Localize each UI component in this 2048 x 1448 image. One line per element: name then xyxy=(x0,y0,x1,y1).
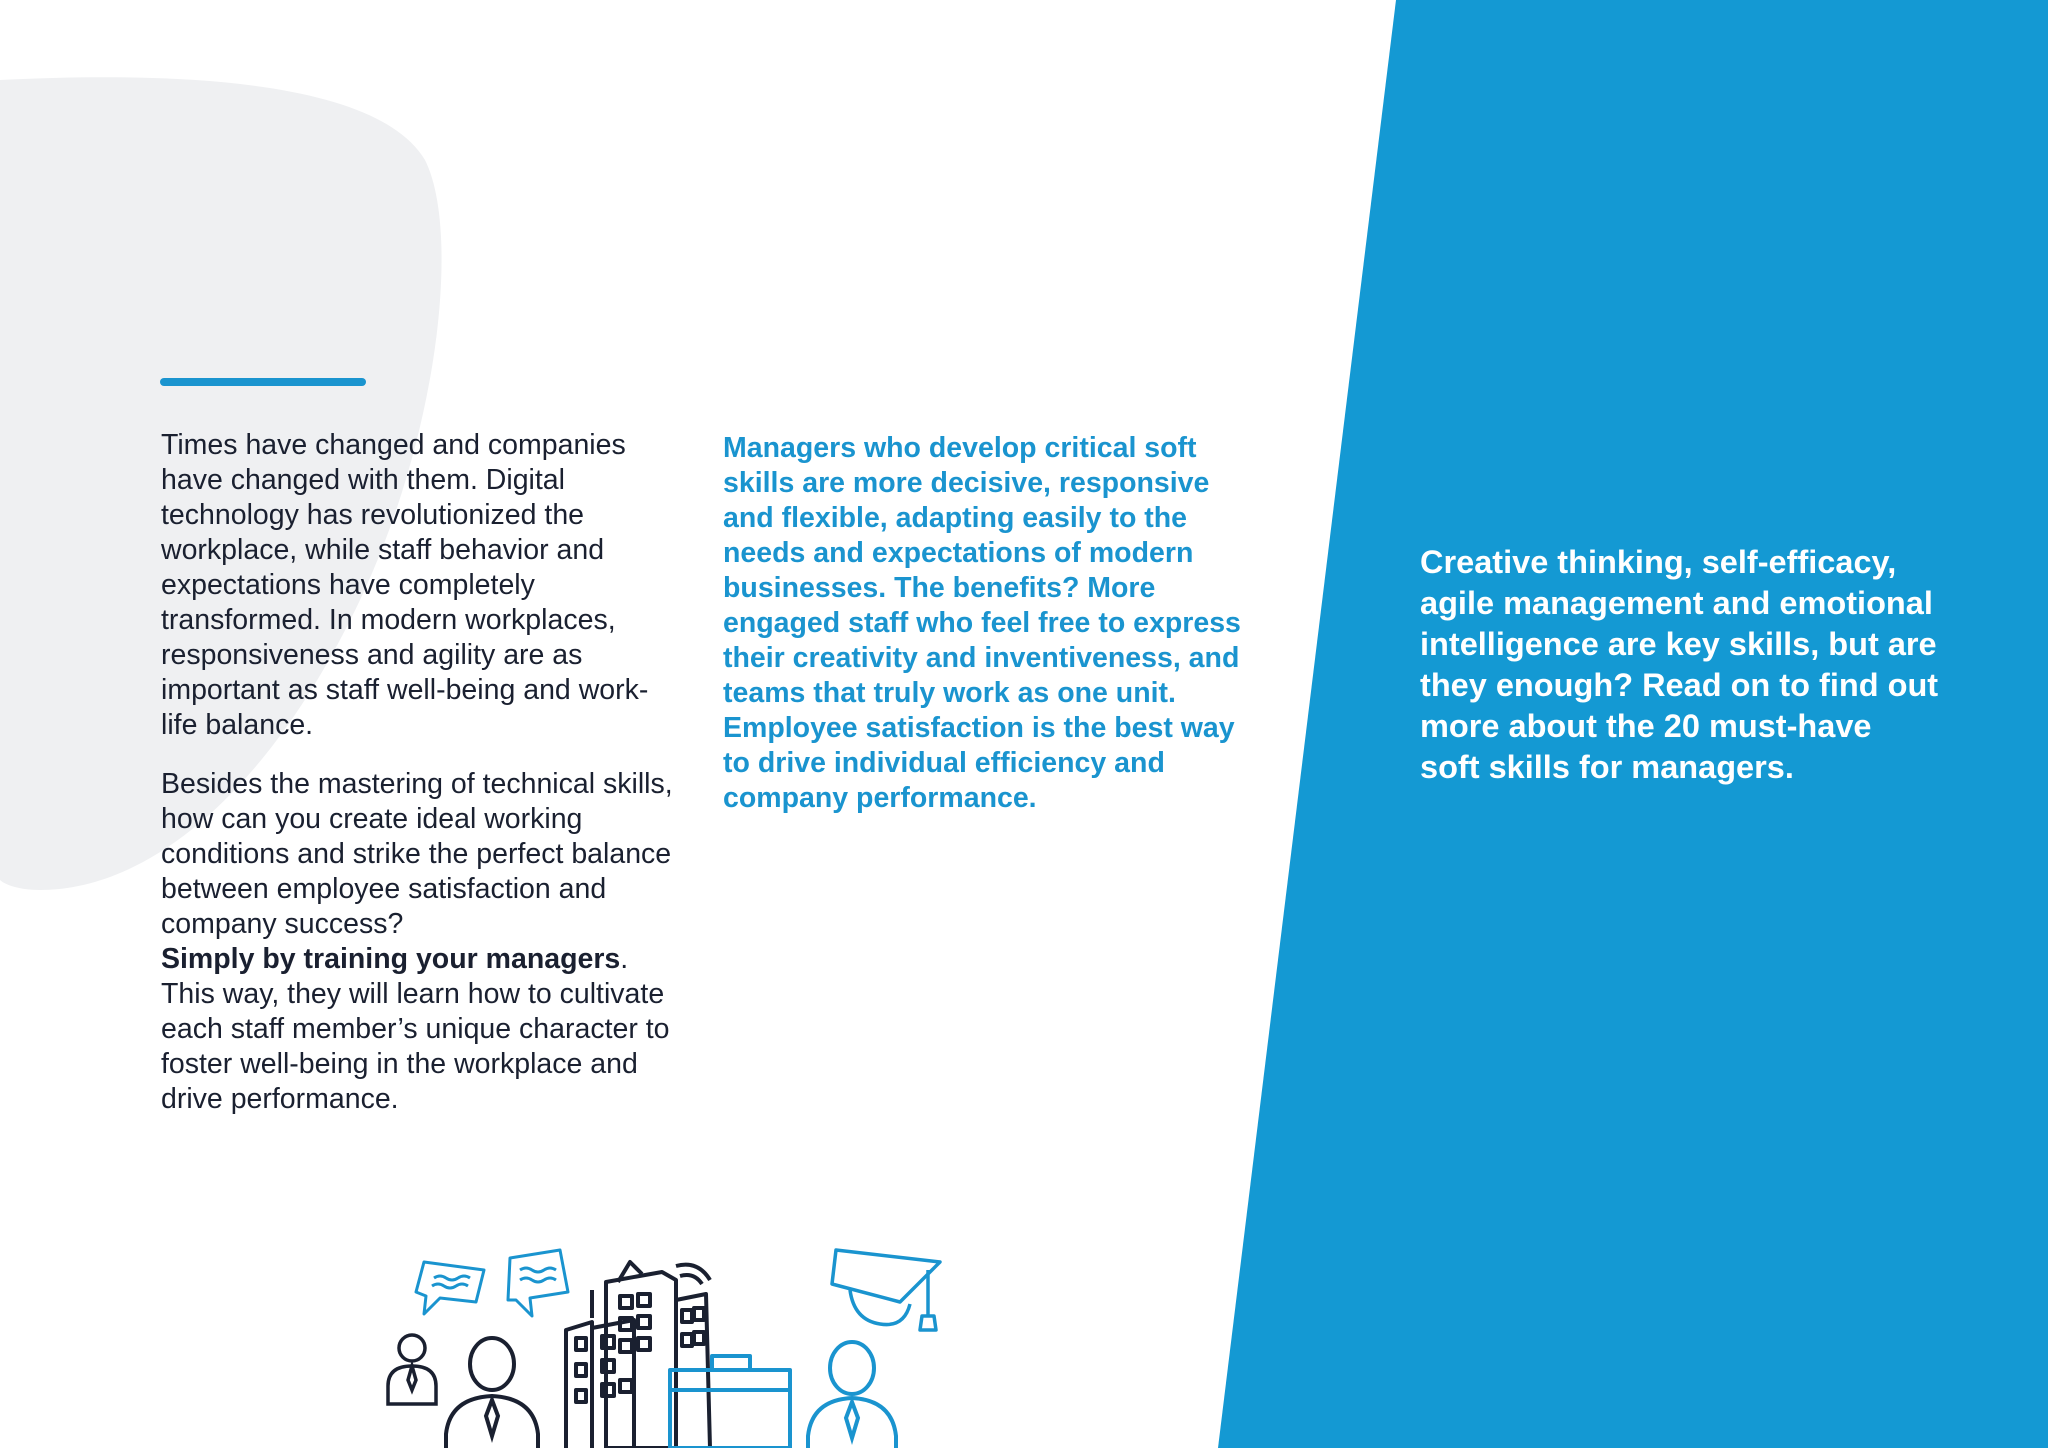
training-emphasis: Simply by training your managers xyxy=(161,943,621,975)
panel-teaser-text: Creative thinking, self-efficacy, agile management and emotional intelligence are key skills, but are they enough? Read on to find out more about the 20 must-have soft skills for managers. xyxy=(1420,544,1939,785)
person-icon xyxy=(808,1342,896,1448)
briefcase-icon xyxy=(670,1356,790,1448)
person-icon xyxy=(388,1335,436,1404)
speech-bubble-icon xyxy=(508,1250,568,1316)
emphasis-period: . xyxy=(620,943,629,975)
benefits-callout: Managers who develop critical soft skills are more decisive, responsive and flexible, adapting easily to the needs and expectations of modern businesses. The benefits? More engaged staff who feel free to express their creativity and inventiveness, and teams that truly work as one unit. Employee satisfaction is the best way to drive individual efficiency and company performance. xyxy=(723,432,1241,814)
left-text-column xyxy=(161,428,681,1141)
office-buildings-icon xyxy=(566,1262,710,1448)
accent-rule xyxy=(160,378,366,386)
training-outcome-text: This way, they will learn how to cultivate each staff member’s unique character to foster well-being in the workplace and drive performance. xyxy=(161,978,670,1115)
training-paragraph xyxy=(161,767,681,1117)
person-icon xyxy=(446,1338,538,1448)
workplace-illustration xyxy=(380,1240,960,1448)
graduation-cap-icon xyxy=(832,1250,940,1330)
training-question-text: Besides the mastering of technical skills, how can you create ideal working conditions and strike the perfect balance between employee satisfaction and company success? xyxy=(161,768,673,940)
speech-bubble-icon xyxy=(416,1262,484,1314)
intro-paragraph: Times have changed and companies have changed with them. Digital technology has revolutionized the workplace, while staff behavior and expectations have completely transformed. In modern workplaces, responsiveness and agility are as important as staff well-being and work-life balance. xyxy=(161,429,649,741)
